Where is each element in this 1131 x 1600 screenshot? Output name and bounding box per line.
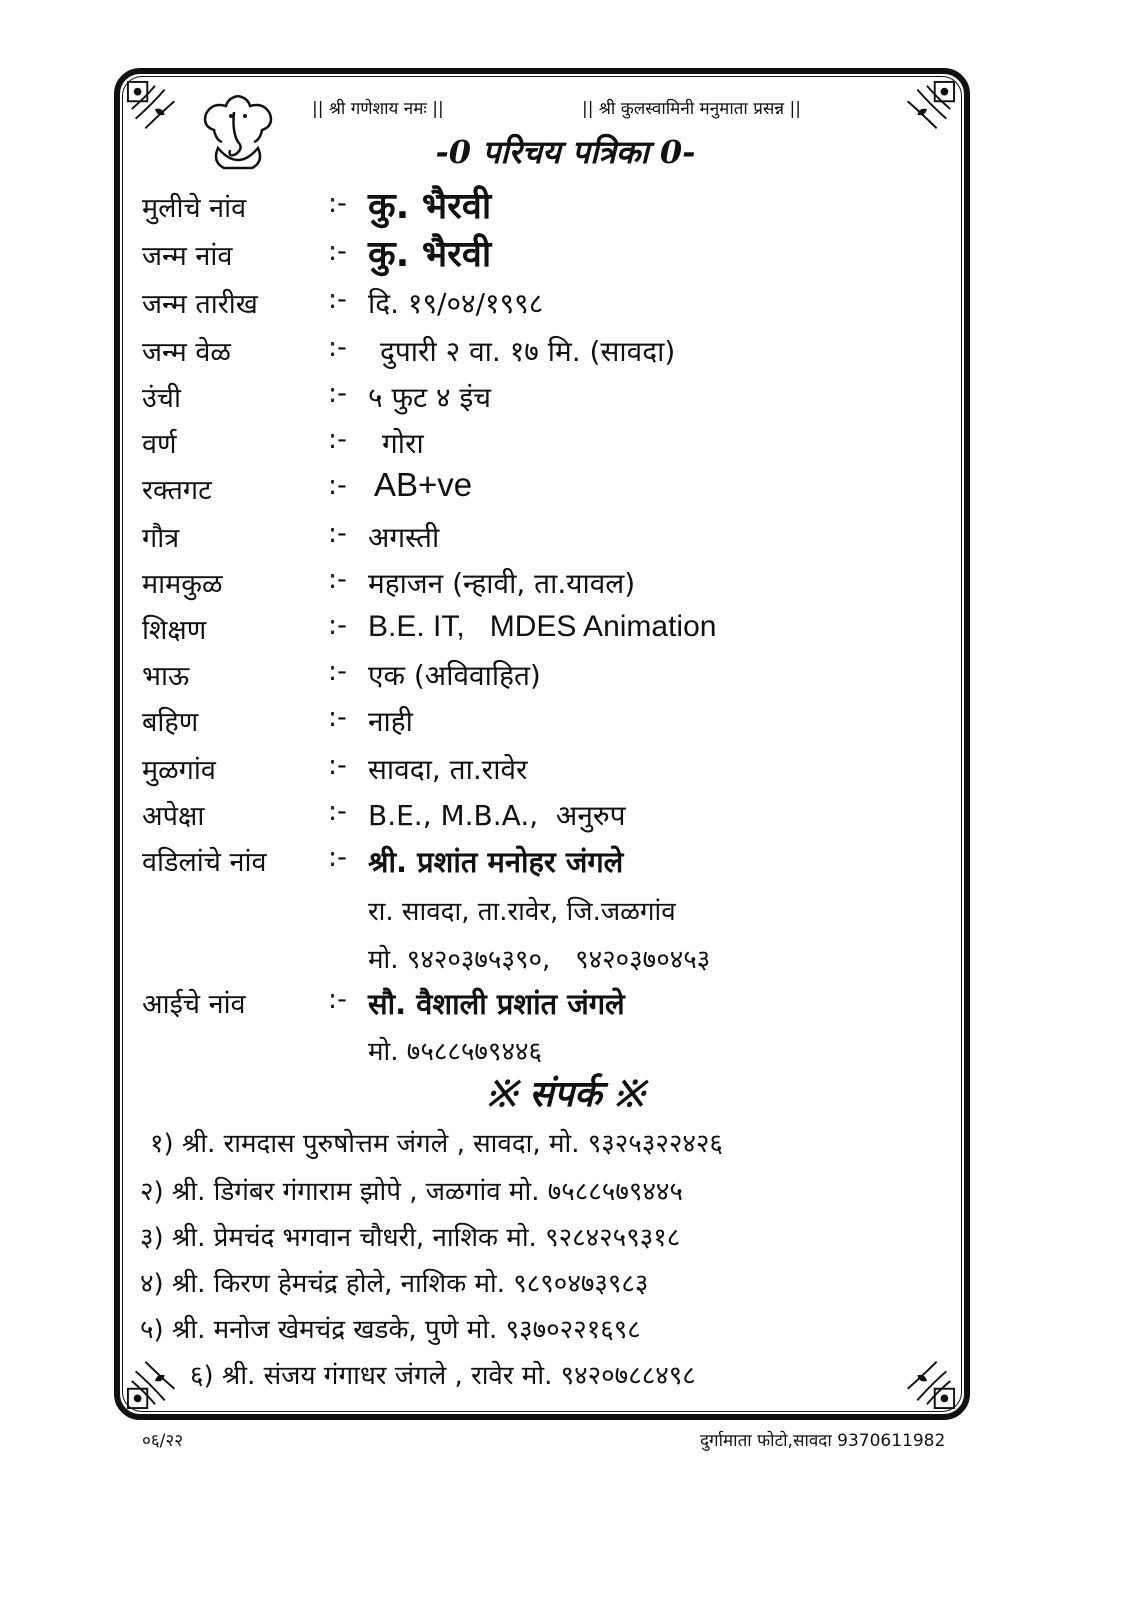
detail-label: मुलीचे नांव [142, 193, 247, 224]
contact-item: २) श्री. डिगंबर गंगाराम झोपे , जळगांव मो. ७५८८५७९४४५ [140, 1177, 683, 1207]
detail-separator: :- [328, 236, 347, 267]
father-mobile: मो. ९४२०३७५३९०, ९४२०३७०४५३ [368, 945, 711, 975]
contact-item: ६) श्री. संजय गंगाधर जंगले , रावेर मो. ९४२०७८८४९८ [190, 1361, 696, 1391]
detail-separator: :- [328, 750, 347, 781]
contact-item: ५) श्री. मनोज खेमचंद्र खडके, पुणे मो. ९३७०२२१६९८ [140, 1315, 641, 1345]
detail-separator: :- [328, 332, 347, 363]
studio-credit: दुर्गामाता फोटो,सावदा 9370611982 [700, 1431, 946, 1451]
detail-separator: :- [328, 284, 347, 315]
detail-value: दि. १९/०४/१९९८ [368, 287, 544, 320]
detail-row-height [142, 378, 942, 422]
detail-value: नाही [368, 705, 413, 738]
detail-row-father-name [142, 842, 942, 886]
corner-ornament-icon [898, 1352, 956, 1410]
detail-value: B.E. IT, MDES Animation [368, 610, 717, 643]
detail-label: अपेक्षा [142, 801, 205, 832]
detail-label: भाऊ [142, 661, 190, 692]
detail-label: मुळगांव [142, 755, 216, 786]
contact-item: ४) श्री. किरण हेमचंद्र होले, नाशिक मो. ९८९०४७३९८३ [140, 1269, 649, 1299]
detail-separator: :- [328, 564, 347, 595]
detail-separator: :- [328, 796, 347, 827]
detail-value: श्री. प्रशांत मनोहर जंगले [368, 845, 624, 879]
detail-label: गौत्र [142, 523, 180, 554]
detail-row-expectation [142, 796, 942, 840]
kuldevi-invocation: || श्री कुलस्वामिनी मनुमाता प्रसन्न || [582, 99, 801, 119]
detail-label: उंची [142, 383, 181, 414]
detail-row-brother [142, 656, 942, 700]
detail-value: एक (अविवाहित) [368, 659, 541, 692]
detail-label: वर्ण [142, 429, 177, 460]
detail-separator: :- [328, 378, 347, 409]
detail-value: सावदा, ता.रावेर [368, 753, 528, 786]
contacts-heading: ※ संपर्क ※ [486, 1073, 645, 1115]
detail-row-birth-name [142, 236, 942, 280]
mother-mobile: मो. ७५८८५७९४४६ [368, 1037, 543, 1067]
detail-row-native-village [142, 750, 942, 794]
detail-value: सौ. वैशाली प्रशांत जंगले [368, 987, 625, 1021]
detail-row-birth-date [142, 284, 942, 328]
detail-value: B.E., M.B.A., अनुरुप [368, 799, 626, 832]
detail-value: गोरा [382, 427, 424, 460]
detail-value: अगस्ती [368, 521, 440, 554]
contact-item: ३) श्री. प्रेमचंद भगवान चौधरी, नाशिक मो. ९२८४२५९३१८ [140, 1223, 681, 1253]
detail-row-mother-name [142, 984, 942, 1028]
detail-separator: :- [328, 842, 347, 873]
detail-row-blood-group [142, 466, 942, 514]
detail-row-gotra [142, 518, 942, 562]
detail-row-sister [142, 702, 942, 746]
detail-label: रक्तगट [142, 475, 212, 506]
detail-separator: :- [328, 518, 347, 549]
detail-row-education [142, 610, 942, 654]
detail-value: कु. भैरवी [368, 234, 492, 275]
detail-row-complexion [142, 424, 942, 468]
detail-label: जन्म तारीख [142, 289, 258, 320]
detail-label: जन्म नांव [142, 241, 233, 272]
detail-label: मामकुळ [142, 569, 223, 600]
detail-row-girl-name [142, 188, 942, 232]
detail-value: महाजन (न्हावी, ता.यावल) [368, 567, 636, 600]
detail-separator: :- [328, 984, 347, 1015]
detail-row-birth-time [142, 332, 942, 376]
ganesh-invocation: || श्री गणेशाय नमः || [312, 99, 444, 119]
detail-separator: :- [328, 470, 347, 501]
detail-separator: :- [328, 188, 347, 219]
detail-separator: :- [328, 424, 347, 455]
detail-separator: :- [328, 702, 347, 733]
detail-value: AB+ve [374, 466, 473, 503]
detail-label: बहिण [142, 707, 199, 738]
contact-item: १) श्री. रामदास पुरुषोत्तम जंगले , सावदा, मो. ९३२५३२२४२६ [150, 1129, 723, 1159]
page-code: ०६/२२ [142, 1431, 184, 1451]
father-address: रा. सावदा, ता.रावेर, जि.जळगांव [368, 897, 676, 927]
detail-value: कु. भैरवी [368, 186, 492, 227]
corner-ornament-icon [126, 1352, 184, 1410]
detail-row-mamkul [142, 564, 942, 608]
detail-label: शिक्षण [142, 615, 207, 646]
detail-value: ५ फुट ४ इंच [368, 381, 492, 414]
detail-separator: :- [328, 610, 347, 641]
detail-label: जन्म वेळ [142, 337, 231, 368]
page-title: -0 परिचय पत्रिका 0- [435, 133, 696, 171]
detail-label: वडिलांचे नांव [142, 847, 267, 878]
detail-label: आईचे नांव [142, 989, 246, 1020]
detail-value: दुपारी २ वा. १७ मि. (सावदा) [380, 335, 676, 368]
detail-separator: :- [328, 656, 347, 687]
